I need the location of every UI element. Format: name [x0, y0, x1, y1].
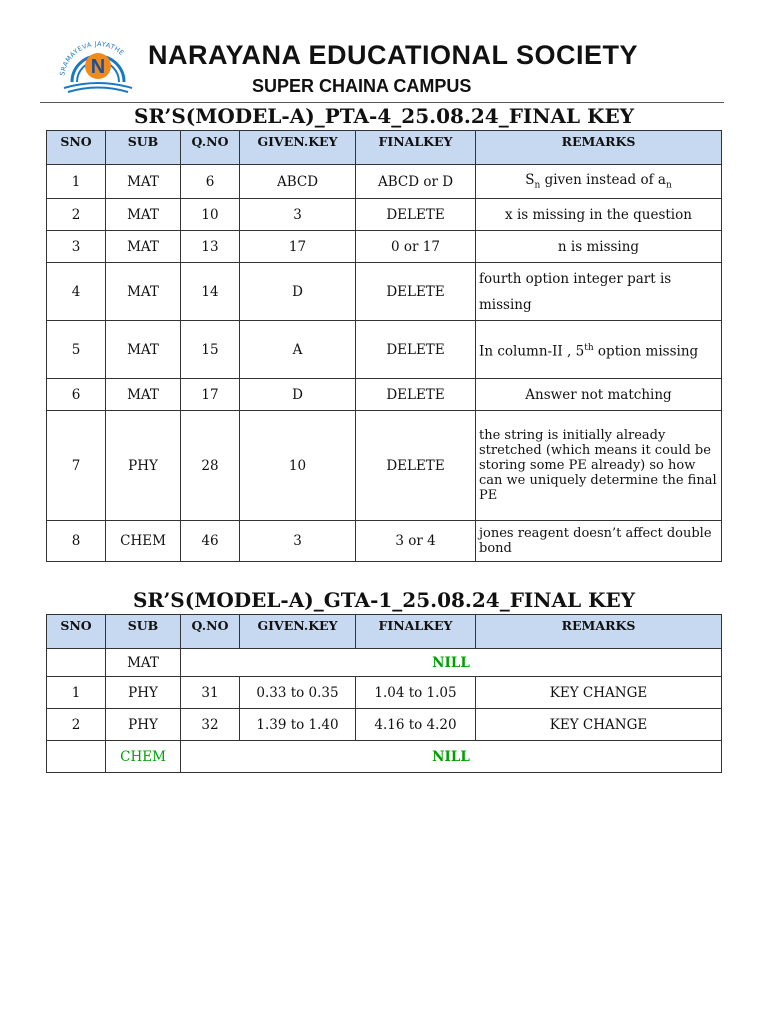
cell-sub: MAT: [106, 231, 181, 263]
cell-qno: 14: [181, 263, 240, 321]
table-row: [47, 263, 722, 321]
col-header-final-key: FINALKEY: [356, 615, 476, 649]
cell-given-key: 3: [240, 199, 356, 231]
cell-sno: [47, 649, 106, 677]
cell-given-key: 1.39 to 1.40: [240, 709, 356, 741]
cell-final-key: DELETE: [356, 411, 476, 521]
col-header-sub: SUB: [106, 615, 181, 649]
cell-sub: MAT: [106, 649, 181, 677]
cell-final-key: 4.16 to 4.20: [356, 709, 476, 741]
cell-qno: 6: [181, 165, 240, 199]
col-header-sno: SNO: [47, 131, 106, 165]
cell-sno: 7: [47, 411, 106, 521]
cell-remark: KEY CHANGE: [476, 677, 722, 709]
cell-given-key: ABCD: [240, 165, 356, 199]
col-header-final-key: FINALKEY: [356, 131, 476, 165]
cell-final-key: DELETE: [356, 379, 476, 411]
cell-given-key: A: [240, 321, 356, 379]
header-divider: [40, 102, 724, 103]
cell-sub: MAT: [106, 321, 181, 379]
cell-sub: MAT: [106, 165, 181, 199]
pta4-key-table: [46, 130, 722, 562]
col-header-given-key: GIVEN.KEY: [240, 131, 356, 165]
cell-given-key: 10: [240, 411, 356, 521]
cell-sno: 2: [47, 199, 106, 231]
cell-qno: 13: [181, 231, 240, 263]
cell-sub: CHEM: [106, 741, 181, 773]
cell-sub: PHY: [106, 411, 181, 521]
cell-remark: jones reagent doesn’t affect double bond: [476, 521, 722, 562]
pta4-title: SR’S(MODEL-A)_PTA-4_25.08.24_FINAL KEY: [134, 104, 634, 128]
cell-sno: 1: [47, 165, 106, 199]
cell-final-key: 3 or 4: [356, 521, 476, 562]
cell-given-key: 3: [240, 521, 356, 562]
cell-remark: n is missing: [476, 231, 722, 263]
cell-qno: 10: [181, 199, 240, 231]
col-header-remarks: REMARKS: [476, 131, 722, 165]
gta1-key-table: [46, 614, 722, 773]
table-row: [47, 321, 722, 379]
cell-sno: 2: [47, 709, 106, 741]
cell-given-key: D: [240, 263, 356, 321]
cell-final-key: ABCD or D: [356, 165, 476, 199]
table-row: [47, 411, 722, 521]
col-header-qno: Q.NO: [181, 131, 240, 165]
cell-final-key: DELETE: [356, 263, 476, 321]
table-row: [47, 199, 722, 231]
col-header-qno: Q.NO: [181, 615, 240, 649]
cell-sno: 5: [47, 321, 106, 379]
cell-final-key: 1.04 to 1.05: [356, 677, 476, 709]
cell-sno: 3: [47, 231, 106, 263]
cell-sno: 4: [47, 263, 106, 321]
campus-name: SUPER CHAINA CAMPUS: [252, 76, 472, 96]
cell-sub: MAT: [106, 379, 181, 411]
organization-title: NARAYANA EDUCATIONAL SOCIETY: [148, 40, 639, 70]
narayana-logo: [50, 28, 146, 94]
cell-given-key: 0.33 to 0.35: [240, 677, 356, 709]
cell-remark: the string is initially already stretched (which means it could be storing some PE already) so how can we uniquely determine the final PE: [476, 411, 722, 521]
cell-sub: PHY: [106, 709, 181, 741]
cell-nill: NILL: [181, 741, 722, 773]
cell-qno: 32: [181, 709, 240, 741]
col-header-given-key: GIVEN.KEY: [240, 615, 356, 649]
table-row: [47, 677, 722, 709]
cell-final-key: 0 or 17: [356, 231, 476, 263]
col-header-sub: SUB: [106, 131, 181, 165]
cell-sno: 6: [47, 379, 106, 411]
table-header-row: [47, 615, 722, 649]
cell-nill: NILL: [181, 649, 722, 677]
col-header-remarks: REMARKS: [476, 615, 722, 649]
table-row: [47, 521, 722, 562]
table-row: [47, 165, 722, 199]
cell-final-key: DELETE: [356, 199, 476, 231]
logo-letter: N: [90, 56, 106, 78]
cell-sno: [47, 741, 106, 773]
cell-sub: MAT: [106, 199, 181, 231]
cell-qno: 28: [181, 411, 240, 521]
table-row: [47, 379, 722, 411]
cell-sub: PHY: [106, 677, 181, 709]
cell-sub: MAT: [106, 263, 181, 321]
cell-qno: 31: [181, 677, 240, 709]
cell-remark: In column-II , 5th option missing: [476, 321, 722, 379]
table-header-row: [47, 131, 722, 165]
table-row: [47, 231, 722, 263]
cell-given-key: D: [240, 379, 356, 411]
table-row: [47, 649, 722, 677]
cell-sno: 1: [47, 677, 106, 709]
table-row: [47, 709, 722, 741]
cell-final-key: DELETE: [356, 321, 476, 379]
logo-motto: SRAMAYEVA JAYATHE: [58, 39, 126, 77]
col-header-sno: SNO: [47, 615, 106, 649]
cell-qno: 46: [181, 521, 240, 562]
cell-given-key: 17: [240, 231, 356, 263]
cell-remark: Answer not matching: [476, 379, 722, 411]
cell-qno: 17: [181, 379, 240, 411]
cell-sub: CHEM: [106, 521, 181, 562]
cell-remark: $S_n$ given instead of $a_n$: [476, 165, 722, 199]
cell-remark: x is missing in the question: [476, 199, 722, 231]
gta1-title: SR’S(MODEL-A)_GTA-1_25.08.24_FINAL KEY: [132, 588, 636, 612]
cell-remark: KEY CHANGE: [476, 709, 722, 741]
cell-qno: 15: [181, 321, 240, 379]
cell-sno: 8: [47, 521, 106, 562]
cell-remark: fourth option integer part is missing: [476, 263, 722, 321]
table-row: [47, 741, 722, 773]
